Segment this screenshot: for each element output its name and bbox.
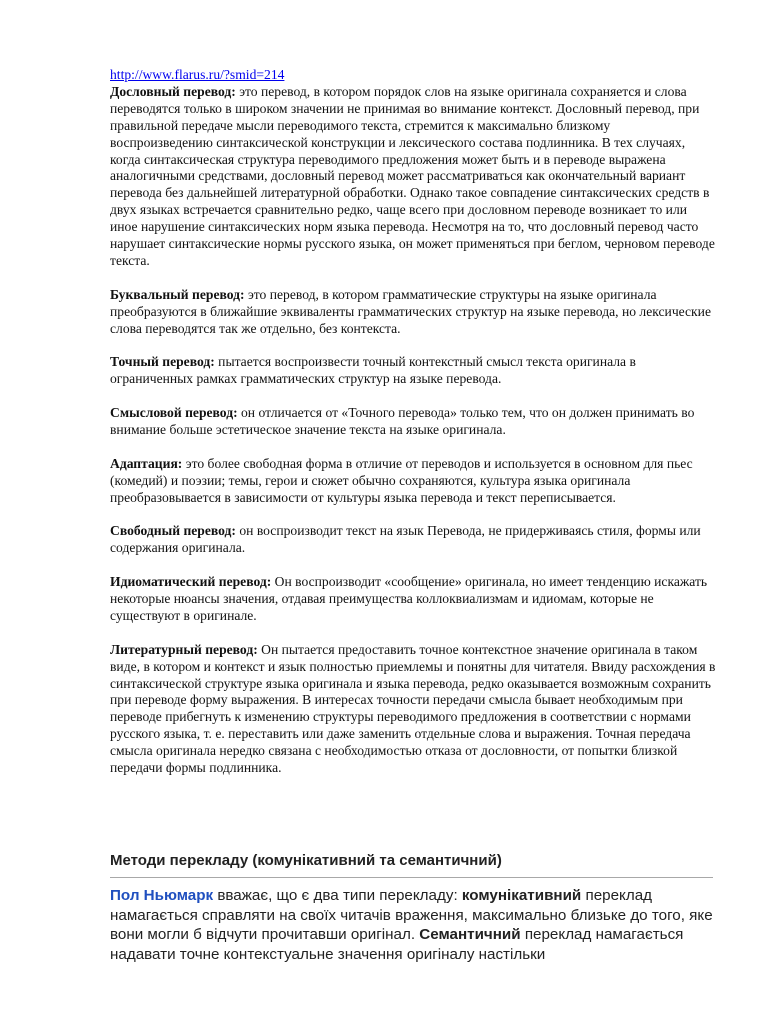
section-heading: Методи перекладу (комунікативний та семантичний)	[110, 852, 502, 869]
paragraph-literary-translation	[110, 642, 716, 777]
paragraph-text: это перевод, в котором порядок слов на языке оригинала сохраняется и слова переводятся только в широком значении не принимая во внимание контекст. Дословный перевод, при правильной передаче мысли переводимого текста, стремится к максимально близкому воспроизведению синтаксической конструкции и лексического состава подлинника. В тех случаях, когда синтаксическая структура переводимого предложения может быть и в переводе выражена аналогичными средствами, дословный перевод может рассматриваться как окончательный вариант перевода без дальнейшей литературной обработки. Однако такое совпадение синтаксических средств в двух языках встречается сравнительно редко, чаще всего при дословном переводе возникает то или иное нарушение синтаксических норм языка перевода. Несмотря на то, что дословный перевод часто нарушает синтаксические нормы русского языка, он может применяться при беглом, черновом переводе текста.	[110, 83, 715, 268]
section-paragraph	[110, 886, 713, 964]
paragraph-text: Он пытается предоставить точное контекстное значение оригинала в таком виде, в котором и контекст и язык полностью приемлемы и понятны для читателя. Ввиду расхождения в синтаксической структуре языка оригинала и языка перевода, редко оказывается возможным сохранить при переводе форму выражения. В интересах точности передачи смысла бывает необходимым при переводе прибегнуть к изменению структуры переводимого предложения в соответствии с нормами русского языка, т. е. переставить или даже заменить отдельные слова и выражения. Точная передача смысла оригинала нередко связана с необходимостью отказа от дословности, от попытки близкой передачи формы подлинника.	[110, 641, 716, 776]
paragraph-free-translation	[110, 523, 716, 557]
term-adaptation: Адаптация:	[110, 455, 183, 471]
section-text: вважає, що є два типи перекладу:	[213, 887, 462, 904]
paragraph-text: Он воспроизводит «сообщение» оригинала, но имеет тенденцию искажать некоторые нюансы значения, отдавая преимущества коллоквиализмам и идиомам, которые не существуют в оригинале.	[110, 574, 708, 623]
paragraph-exact-translation	[110, 354, 716, 388]
term-exact-translation: Точный перевод:	[110, 354, 215, 370]
document-body	[110, 67, 716, 777]
ua-section	[110, 852, 713, 964]
paragraph-text: это более свободная форма в отличие от переводов и используется в основном для пьес (комедий) и поэзии; темы, герои и сюжет обычно сохраняются, культура языка оригинала преобразовывается в зависимости от культуры языка перевода и текст переписывается.	[110, 455, 693, 505]
section-text: переклад намагається надавати точне контекстуальне значення оригіналу настільки	[110, 926, 684, 963]
term-idiomatic-translation: Идиоматический перевод:	[110, 574, 272, 590]
paragraph-text: он отличается от «Точного перевода» только тем, что он должен принимать во внимание больше эстетическое значение текста на языке оригинала.	[110, 405, 695, 437]
paragraph-idiomatic-translation	[110, 574, 716, 625]
paragraph-text: пытается воспроизвести точный контекстный смысл текста оригинала в ограниченных рамках грамматических структур на языке перевода.	[110, 354, 636, 387]
paragraph-semantic-translation	[110, 405, 716, 439]
term-semantic: Семантичний	[419, 926, 521, 943]
term-free-translation: Свободный перевод:	[110, 523, 236, 539]
section-text: переклад намагається справляти на своїх читачів враження, максимально близьке до того, яке вони могли б відчути прочитавши оригінал.	[110, 887, 713, 943]
author-link[interactable]: Пол Ньюмарк	[110, 887, 214, 904]
section-divider	[110, 877, 713, 878]
paragraph-word-for-word-translation	[110, 287, 716, 338]
source-link[interactable]: http://www.flarus.ru/?smid=214	[110, 67, 285, 82]
paragraph-adaptation	[110, 456, 716, 507]
term-communicative: комунікативний	[461, 887, 582, 904]
term-literary-translation: Литературный перевод:	[110, 641, 258, 657]
paragraph-text: это перевод, в котором грамматические структуры на языке оригинала преобразуются в ближайшие эквиваленты грамматических структур на языке перевода, но лексические слова переводятся так же отдельно, без контекста.	[110, 286, 711, 336]
paragraph-text: он воспроизводит текст на язык Перевода, не придерживаясь стиля, формы или содержания оригинала.	[110, 523, 701, 556]
term-semantic-translation: Смысловой перевод:	[110, 405, 238, 421]
paragraph-literal-translation	[110, 84, 716, 270]
term-literal-translation: Дословный перевод:	[110, 83, 236, 99]
term-word-for-word-translation: Буквальный перевод:	[110, 286, 245, 302]
